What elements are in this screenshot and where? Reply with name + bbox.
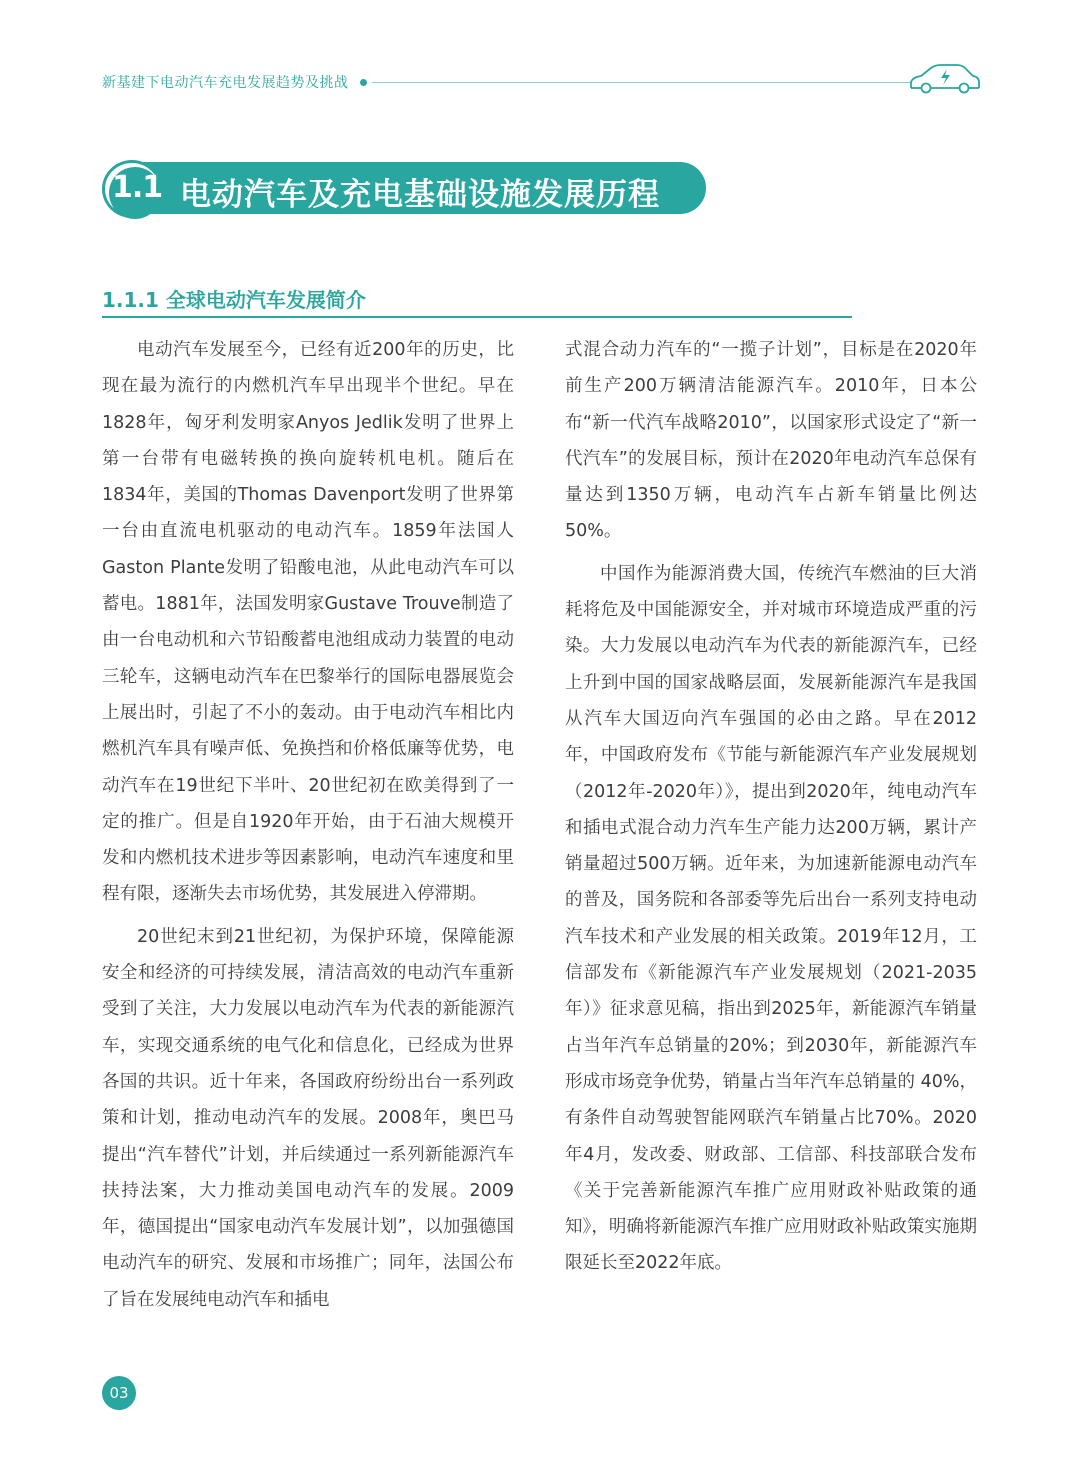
paragraph: 式混合动力汽车的“一揽子计划”，目标是在2020年前生产200万辆清洁能源汽车。2010年，日本公布“新一代汽车战略2010”，以国家形式设定了“新一代汽车”的发展目标，预计在2020年电动汽车总保有量达到1350万辆，电动汽车占新车销量比例达50%。 bbox=[565, 340, 977, 542]
paragraph: 20世纪末到21世纪初，为保护环境，保障能源安全和经济的可持续发展，清洁高效的电动汽车重新受到了关注，大力发展以电动汽车为代表的新能源汽车，实现交通系统的电气化和信息化，已经成为世界各国的共识。近十年来，各国政府纷纷出台一系列政策和计划，推动电动汽车的发展。2008年，奥巴马提出“汽车替代”计划，并后续通过一系列新能源汽车扶持法案，大力推动美国电动汽车的发展。2009年，德国提出“国家电动汽车发展计划”，以加强德国电动汽车的研究、发展和市场推广；同年，法国公布了旨在发展纯电动汽车和插电 bbox=[102, 926, 514, 1310]
page-number: 03 bbox=[102, 1376, 136, 1410]
paragraph: 中国作为能源消费大国，传统汽车燃油的巨大消耗将危及中国能源安全，并对城市环境造成严重的污染。大力发展以电动汽车为代表的新能源汽车，已经上升到中国的国家战略层面，发展新能源汽车是我国从汽车大国迈向汽车强国的必由之路。早在2012年，中国政府发布《节能与新能源汽车产业发展规划（2012年-2020年）》，提出到2020年，纯电动汽车和插电式混合动力汽车生产能力达200万辆，累计产销量超过500万辆。近年来，为加速新能源电动汽车的普及，国务院和各部委等先后出台一系列支持电动汽车技术和产业发展的相关政策。2019年12月，工信部发布《新能源汽车产业发展规划（2021-2035年）》征求意见稿，指出到2025年，新能源汽车销量占当年汽车总销量的20%；到2030年，新能源汽车形成市场竞争优势，销量占当年汽车总销量的 40%，有条件自动驾驶智能网联汽车销量占比70%。2020年4月，发改委、财政部、工信部、科技部联合发布《关于完善新能源汽车推广应用财政补贴政策的通知》，明确将新能源汽车推广应用财政补贴政策实施期限延长至2022年底。 bbox=[565, 563, 977, 1274]
paragraph: 电动汽车发展至今，已经有近200年的历史，比现在最为流行的内燃机汽车早出现半个世纪。早在1828年，匈牙利发明家Anyos Jedlik发明了世界上第一台带有电磁转换的换向旋转机电机。随后在1834年，美国的Thomas Davenport发明了世界第一台由直流电机驱动的电动汽车。1859年法国人Gaston Plante发明了铅酸电池，从此电动汽车可以蓄电。1881年，法国发明家Gustave Trouve制造了由一台电动机和六节铅酸蓄电池组成动力装置的电动三轮车，这辆电动汽车在巴黎举行的国际电器展览会上展出时，引起了不小的轰动。由于电动汽车相比内燃机汽车具有噪声低、免换挡和价格低廉等优势，电动汽车在19世纪下半叶、20世纪初在欧美得到了一定的推广。但是自1920年开始，由于石油大规模开发和内燃机技术进步等因素影响，电动汽车速度和里程有限，逐渐失去市场优势，其发展进入停滞期。 bbox=[102, 340, 514, 905]
left-column bbox=[102, 332, 514, 1324]
running-header bbox=[102, 70, 982, 100]
right-column bbox=[565, 332, 977, 1288]
car-charging-icon bbox=[907, 62, 982, 96]
subsection-rule bbox=[102, 316, 852, 318]
subsection-title: 1.1.1 全球电动汽车发展简介 bbox=[102, 288, 366, 312]
section-title: 电动汽车及充电基础设施发展历程 bbox=[180, 177, 660, 213]
header-rule bbox=[372, 82, 912, 83]
section-number: 1.1 bbox=[112, 170, 163, 205]
header-dot bbox=[360, 79, 367, 86]
section-heading bbox=[102, 160, 706, 218]
header-title: 新基建下电动汽车充电发展趋势及挑战 bbox=[102, 75, 349, 91]
